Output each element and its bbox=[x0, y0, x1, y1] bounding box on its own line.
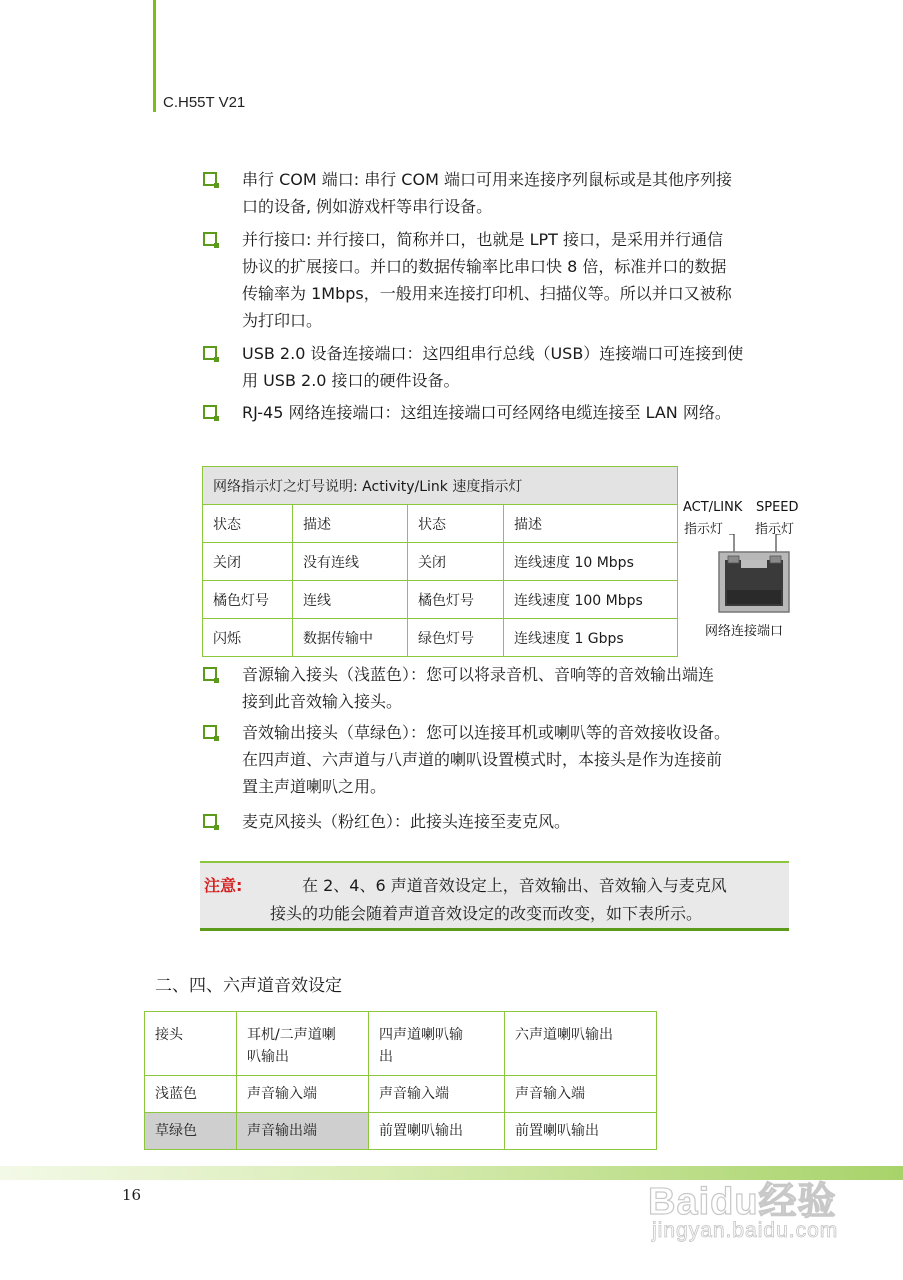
checkbox-bullet-icon bbox=[203, 814, 217, 828]
table-cell: 声音输入端 bbox=[505, 1076, 657, 1113]
act-link-label: ACT/LINK bbox=[683, 500, 743, 515]
table-cell: 声音输入端 bbox=[369, 1076, 505, 1113]
section-title: 二、四、六声道音效设定 bbox=[155, 976, 342, 996]
table-cell: 连线速度 100 Mbps bbox=[504, 581, 678, 619]
rj45-port-diagram bbox=[683, 500, 803, 640]
table-cell: 前置喇叭输出 bbox=[369, 1113, 505, 1150]
table-header-cell: 描述 bbox=[293, 505, 408, 543]
table-cell: 绿色灯号 bbox=[408, 619, 504, 657]
lan-indicator-table bbox=[202, 466, 678, 657]
table-cell: 橘色灯号 bbox=[408, 581, 504, 619]
watermark-brand: Baidu经验 bbox=[648, 1181, 837, 1223]
note-text-line-1: 在 2、4、6 声道音效设定上，音效输出、音效输入与麦克风 bbox=[302, 876, 727, 895]
table-header-cell: 接头 bbox=[145, 1012, 237, 1076]
table-header-cell: 耳机/二声道喇 叭输出 bbox=[237, 1012, 369, 1076]
table-row bbox=[203, 505, 678, 543]
table-row bbox=[145, 1076, 657, 1113]
table-cell: 没有连线 bbox=[293, 543, 408, 581]
checkbox-bullet-icon bbox=[203, 405, 217, 419]
act-indicator-label: 指示灯 bbox=[684, 522, 724, 537]
table-cell: 闪烁 bbox=[203, 619, 293, 657]
checkbox-bullet-icon bbox=[203, 346, 217, 360]
table-row bbox=[145, 1113, 657, 1150]
note-box bbox=[200, 861, 789, 931]
checkbox-bullet-icon bbox=[203, 667, 217, 681]
table-header-cell: 状态 bbox=[203, 505, 293, 543]
table-header-cell: 四声道喇叭输 出 bbox=[369, 1012, 505, 1076]
audio-config-table bbox=[144, 1011, 657, 1150]
note-text-line-2: 接头的功能会随着声道音效设定的改变而改变，如下表所示。 bbox=[270, 904, 703, 923]
table-row bbox=[145, 1012, 657, 1076]
note-label: 注意: bbox=[204, 876, 243, 895]
table-cell: 关闭 bbox=[203, 543, 293, 581]
table-cell: 前置喇叭输出 bbox=[505, 1113, 657, 1150]
checkbox-bullet-icon bbox=[203, 172, 217, 186]
table-header-cell: 描述 bbox=[504, 505, 678, 543]
speed-label: SPEED bbox=[756, 500, 799, 515]
table-header-cell: 状态 bbox=[408, 505, 504, 543]
table-cell: 连线 bbox=[293, 581, 408, 619]
table-header-cell: 六声道喇叭输出 bbox=[505, 1012, 657, 1076]
table-cell: 连线速度 10 Mbps bbox=[504, 543, 678, 581]
table-cell: 声音输出端 bbox=[237, 1113, 369, 1150]
table-cell: 浅蓝色 bbox=[145, 1076, 237, 1113]
page-number: 16 bbox=[122, 1186, 142, 1204]
table-cell: 数据传输中 bbox=[293, 619, 408, 657]
checkbox-bullet-icon bbox=[203, 725, 217, 739]
speed-indicator-label: 指示灯 bbox=[755, 522, 795, 537]
table-cell: 声音输入端 bbox=[237, 1076, 369, 1113]
checkbox-bullet-icon bbox=[203, 232, 217, 246]
watermark-url: jingyan.baidu.com bbox=[652, 1219, 839, 1242]
table-row bbox=[203, 543, 678, 581]
rj45-caption: 网络连接端口 bbox=[705, 624, 784, 639]
table-cell: 关闭 bbox=[408, 543, 504, 581]
table-cell: 草绿色 bbox=[145, 1113, 237, 1150]
table-cell: 连线速度 1 Gbps bbox=[504, 619, 678, 657]
header-accent-line bbox=[153, 0, 156, 112]
table-cell: 橘色灯号 bbox=[203, 581, 293, 619]
table-row bbox=[203, 581, 678, 619]
model-label: C.H55T V21 bbox=[163, 94, 246, 111]
rj45-port-icon bbox=[683, 534, 803, 618]
table-row bbox=[203, 619, 678, 657]
lan-table-title: 网络指示灯之灯号说明: Activity/Link 速度指示灯 bbox=[203, 467, 678, 505]
